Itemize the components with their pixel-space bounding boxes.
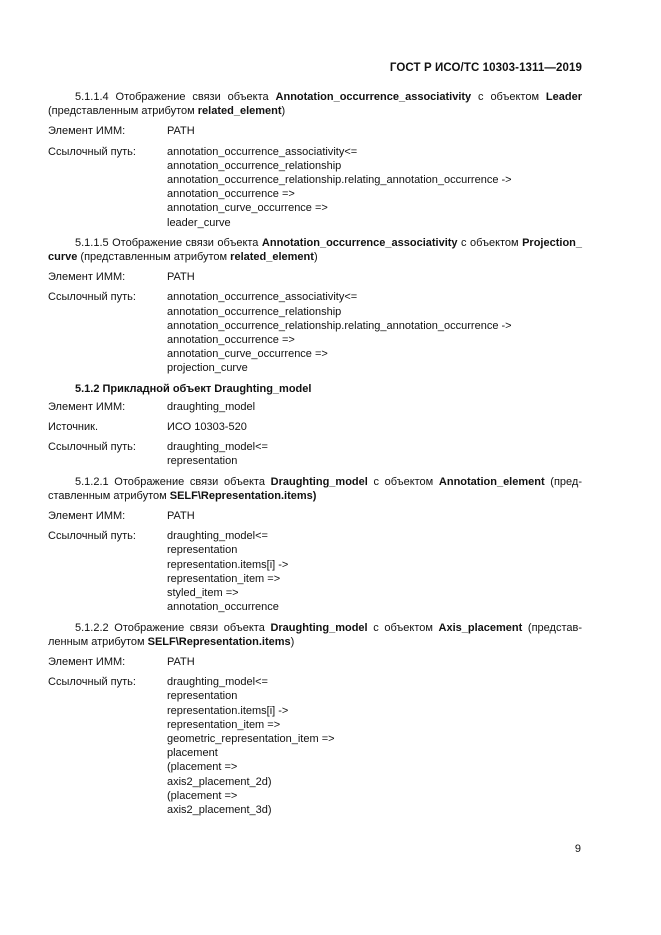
ref-path-label: Ссылочный путь: [48,291,136,304]
ref-path-value [167,440,582,468]
aim-element-row [48,655,582,669]
document-header: ГОСТ Р ИСО/ТС 10303-1311—2019 [389,62,582,74]
path-line: annotation_occurrence_relationship [167,305,342,318]
aim-element-value: draughting_model [167,400,256,413]
ref-path-row [48,290,582,375]
path-line: annotation_curve_occurrence => [167,348,328,361]
path-line: annotation_occurrence_associativity<= [167,145,358,158]
aim-element-row [48,400,582,414]
section-5-1-2-1-title: 5.1.2.1 Отображение связи объекта Draughting_model с объектом Annotation_element (пред-ставленным атрибутом SELF\Representation.items) [48,475,583,502]
path-line: leader_curve [167,216,231,229]
ref-path-value [167,675,582,817]
path-line: draughting_model<= [167,530,268,543]
aim-element-label: Элемент ИММ: [48,125,126,138]
aim-element-label: Элемент ИММ: [48,400,126,413]
path-line: draughting_model<= [167,676,268,689]
ref-path-row [48,529,582,614]
aim-element-value: PATH [167,655,195,668]
path-line: representation.items[i] -> [167,558,289,571]
path-line: annotation_occurrence_associativity<= [167,291,358,304]
section-5-1-1-4-title: 5.1.1.4 Отображение связи объекта Annotation_occurrence_associativity с объектом Leader (представленным атрибутом related_element) [48,91,582,118]
ref-path-row [48,675,582,817]
path-line: representation_item => [167,572,281,585]
path-line: representation [167,455,238,468]
path-line: annotation_occurrence_relationship.relating_annotation_occurrence -> [167,174,512,187]
path-line: annotation_occurrence_relationship.relating_annotation_occurrence -> [167,319,512,332]
aim-element-label: Элемент ИММ: [48,510,126,523]
ref-path-label: Ссылочный путь: [48,145,136,158]
path-line: placement [167,747,218,760]
aim-element-label: Элемент ИММ: [48,271,126,284]
aim-element-value: PATH [167,510,195,523]
path-line: styled_item => [167,587,239,600]
section-5-1-2-heading: 5.1.2 Прикладной объект Draughting_model [75,382,312,395]
section-5-1-2-2-title: 5.1.2.2 Отображение связи объекта Draughting_model с объектом Axis_placement (представ-ленным атрибутом SELF\Representation.items) [48,621,582,648]
path-line: annotation_occurrence => [167,188,295,201]
ref-path-value [167,529,582,614]
ref-path-value [167,145,582,230]
aim-element-label: Элемент ИММ: [48,655,126,668]
ref-path-label: Ссылочный путь: [48,441,136,454]
section-5-1-1-5-title: 5.1.1.5 Отображение связи объекта Annotation_occurrence_associativity с объектом Projection_ curve (представленным атрибутом related_element) [48,236,582,264]
source-label: Источник. [48,421,99,434]
ref-path-row [48,440,582,468]
aim-element-value: PATH [167,125,195,138]
aim-element-row [48,270,582,284]
source-row [48,420,582,434]
path-line: representation.items[i] -> [167,704,289,717]
path-line: axis2_placement_3d) [167,803,272,816]
path-line: annotation_occurrence [167,601,279,614]
document-body [48,90,582,823]
path-line: annotation_occurrence => [167,334,295,347]
path-line: annotation_occurrence_relationship [167,159,342,172]
ref-path-row [48,145,582,230]
ref-path-value [167,290,582,375]
path-line: representation [167,544,238,557]
path-line: axis2_placement_2d) [167,775,272,788]
ref-path-label: Ссылочный путь: [48,676,136,689]
aim-element-row [48,509,582,523]
path-line: geometric_representation_item => [167,732,335,745]
path-line: representation_item => [167,718,281,731]
path-line: draughting_model<= [167,441,268,454]
page-number: 9 [574,843,581,855]
path-line: annotation_curve_occurrence => [167,202,328,215]
path-line: (placement => [167,761,238,774]
path-line: (placement => [167,789,238,802]
aim-element-value: PATH [167,271,195,284]
source-value: ИСО 10303-520 [167,421,247,434]
path-line: projection_curve [167,362,248,375]
aim-element-row [48,124,582,138]
path-line: representation [167,690,238,703]
ref-path-label: Ссылочный путь: [48,530,136,543]
